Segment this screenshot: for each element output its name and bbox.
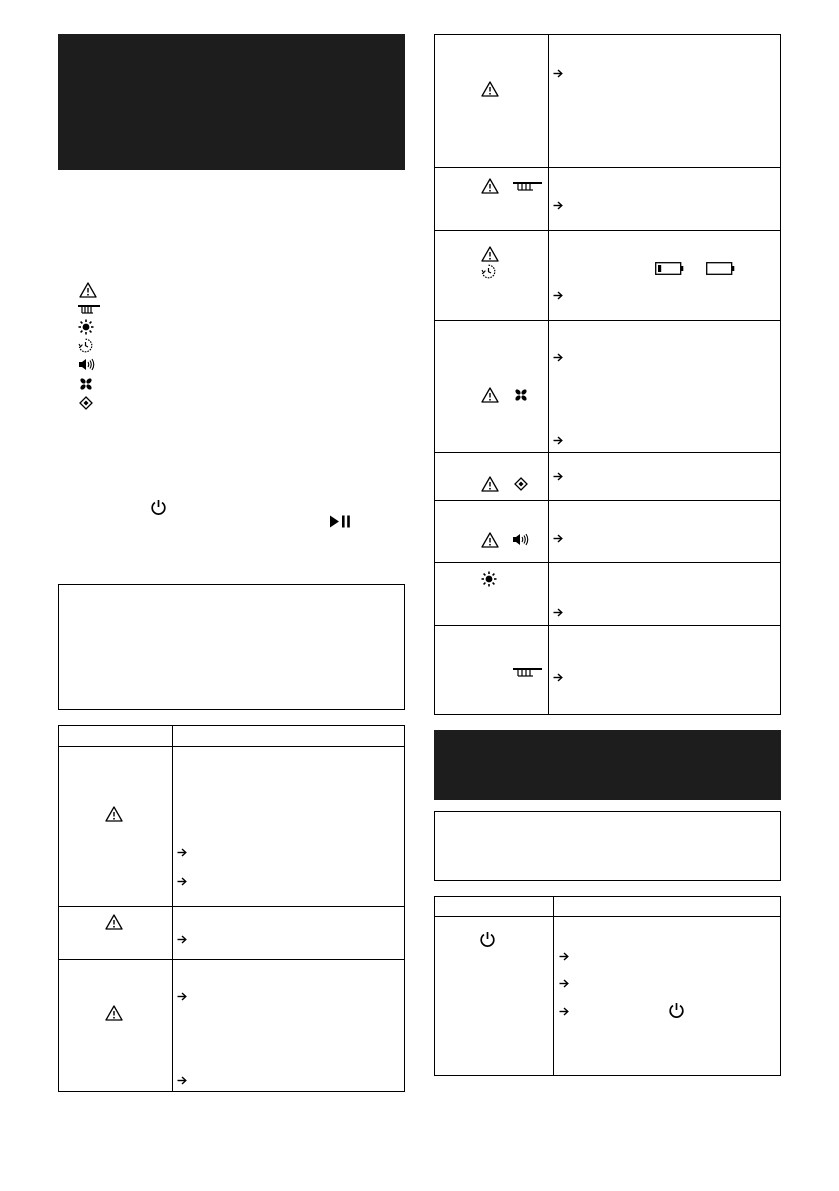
warning-icon [105,1005,123,1021]
warning-icon [481,476,499,492]
battery-empty-icon [706,262,735,275]
dust-icon [79,396,93,410]
arrow-icon [559,952,569,961]
timer-icon [78,338,93,353]
arrow-icon [553,534,563,543]
note-box-right [434,811,781,881]
arrow-icon [177,992,187,1001]
note-box-left [58,584,405,710]
dust-icon [514,477,528,491]
arrow-icon [177,935,187,944]
troubleshooting-table-right [434,34,781,715]
power-icon [150,499,167,516]
arrow-icon [177,1076,187,1085]
arrow-icon [559,979,569,988]
warning-icon [105,806,123,822]
power-icon [479,931,496,948]
arrow-icon [559,1007,569,1016]
section-header-bar-left [58,34,405,170]
warning-icon [79,282,97,298]
timer-icon [481,264,496,279]
section-header-bar-right [434,730,781,800]
warning-icon [481,387,499,403]
sound-icon [512,533,529,546]
battery-low-icon [655,262,684,275]
filter-icon [513,668,542,677]
play-pause-icon [329,515,351,528]
arrow-icon [553,69,563,78]
motor-icon [78,319,94,335]
power-icon [668,1002,685,1019]
arrow-icon [553,291,563,300]
fan-icon [79,377,93,391]
warning-icon [481,246,499,262]
motor-icon [481,571,497,587]
filter-icon [513,182,542,191]
sound-icon [78,358,95,371]
warning-icon [105,914,123,930]
filter-icon [78,305,100,314]
arrow-icon [553,201,563,210]
troubleshooting-table-left [58,725,405,1092]
arrow-icon [553,673,563,682]
arrow-icon [553,353,563,362]
troubleshooting-table-right-bottom [434,896,781,1076]
arrow-icon [177,877,187,886]
fan-icon [514,388,528,402]
arrow-icon [553,472,563,481]
arrow-icon [553,608,563,617]
warning-icon [481,81,499,97]
arrow-icon [553,436,563,445]
arrow-icon [177,848,187,857]
warning-icon [481,178,499,194]
warning-icon [481,532,499,548]
